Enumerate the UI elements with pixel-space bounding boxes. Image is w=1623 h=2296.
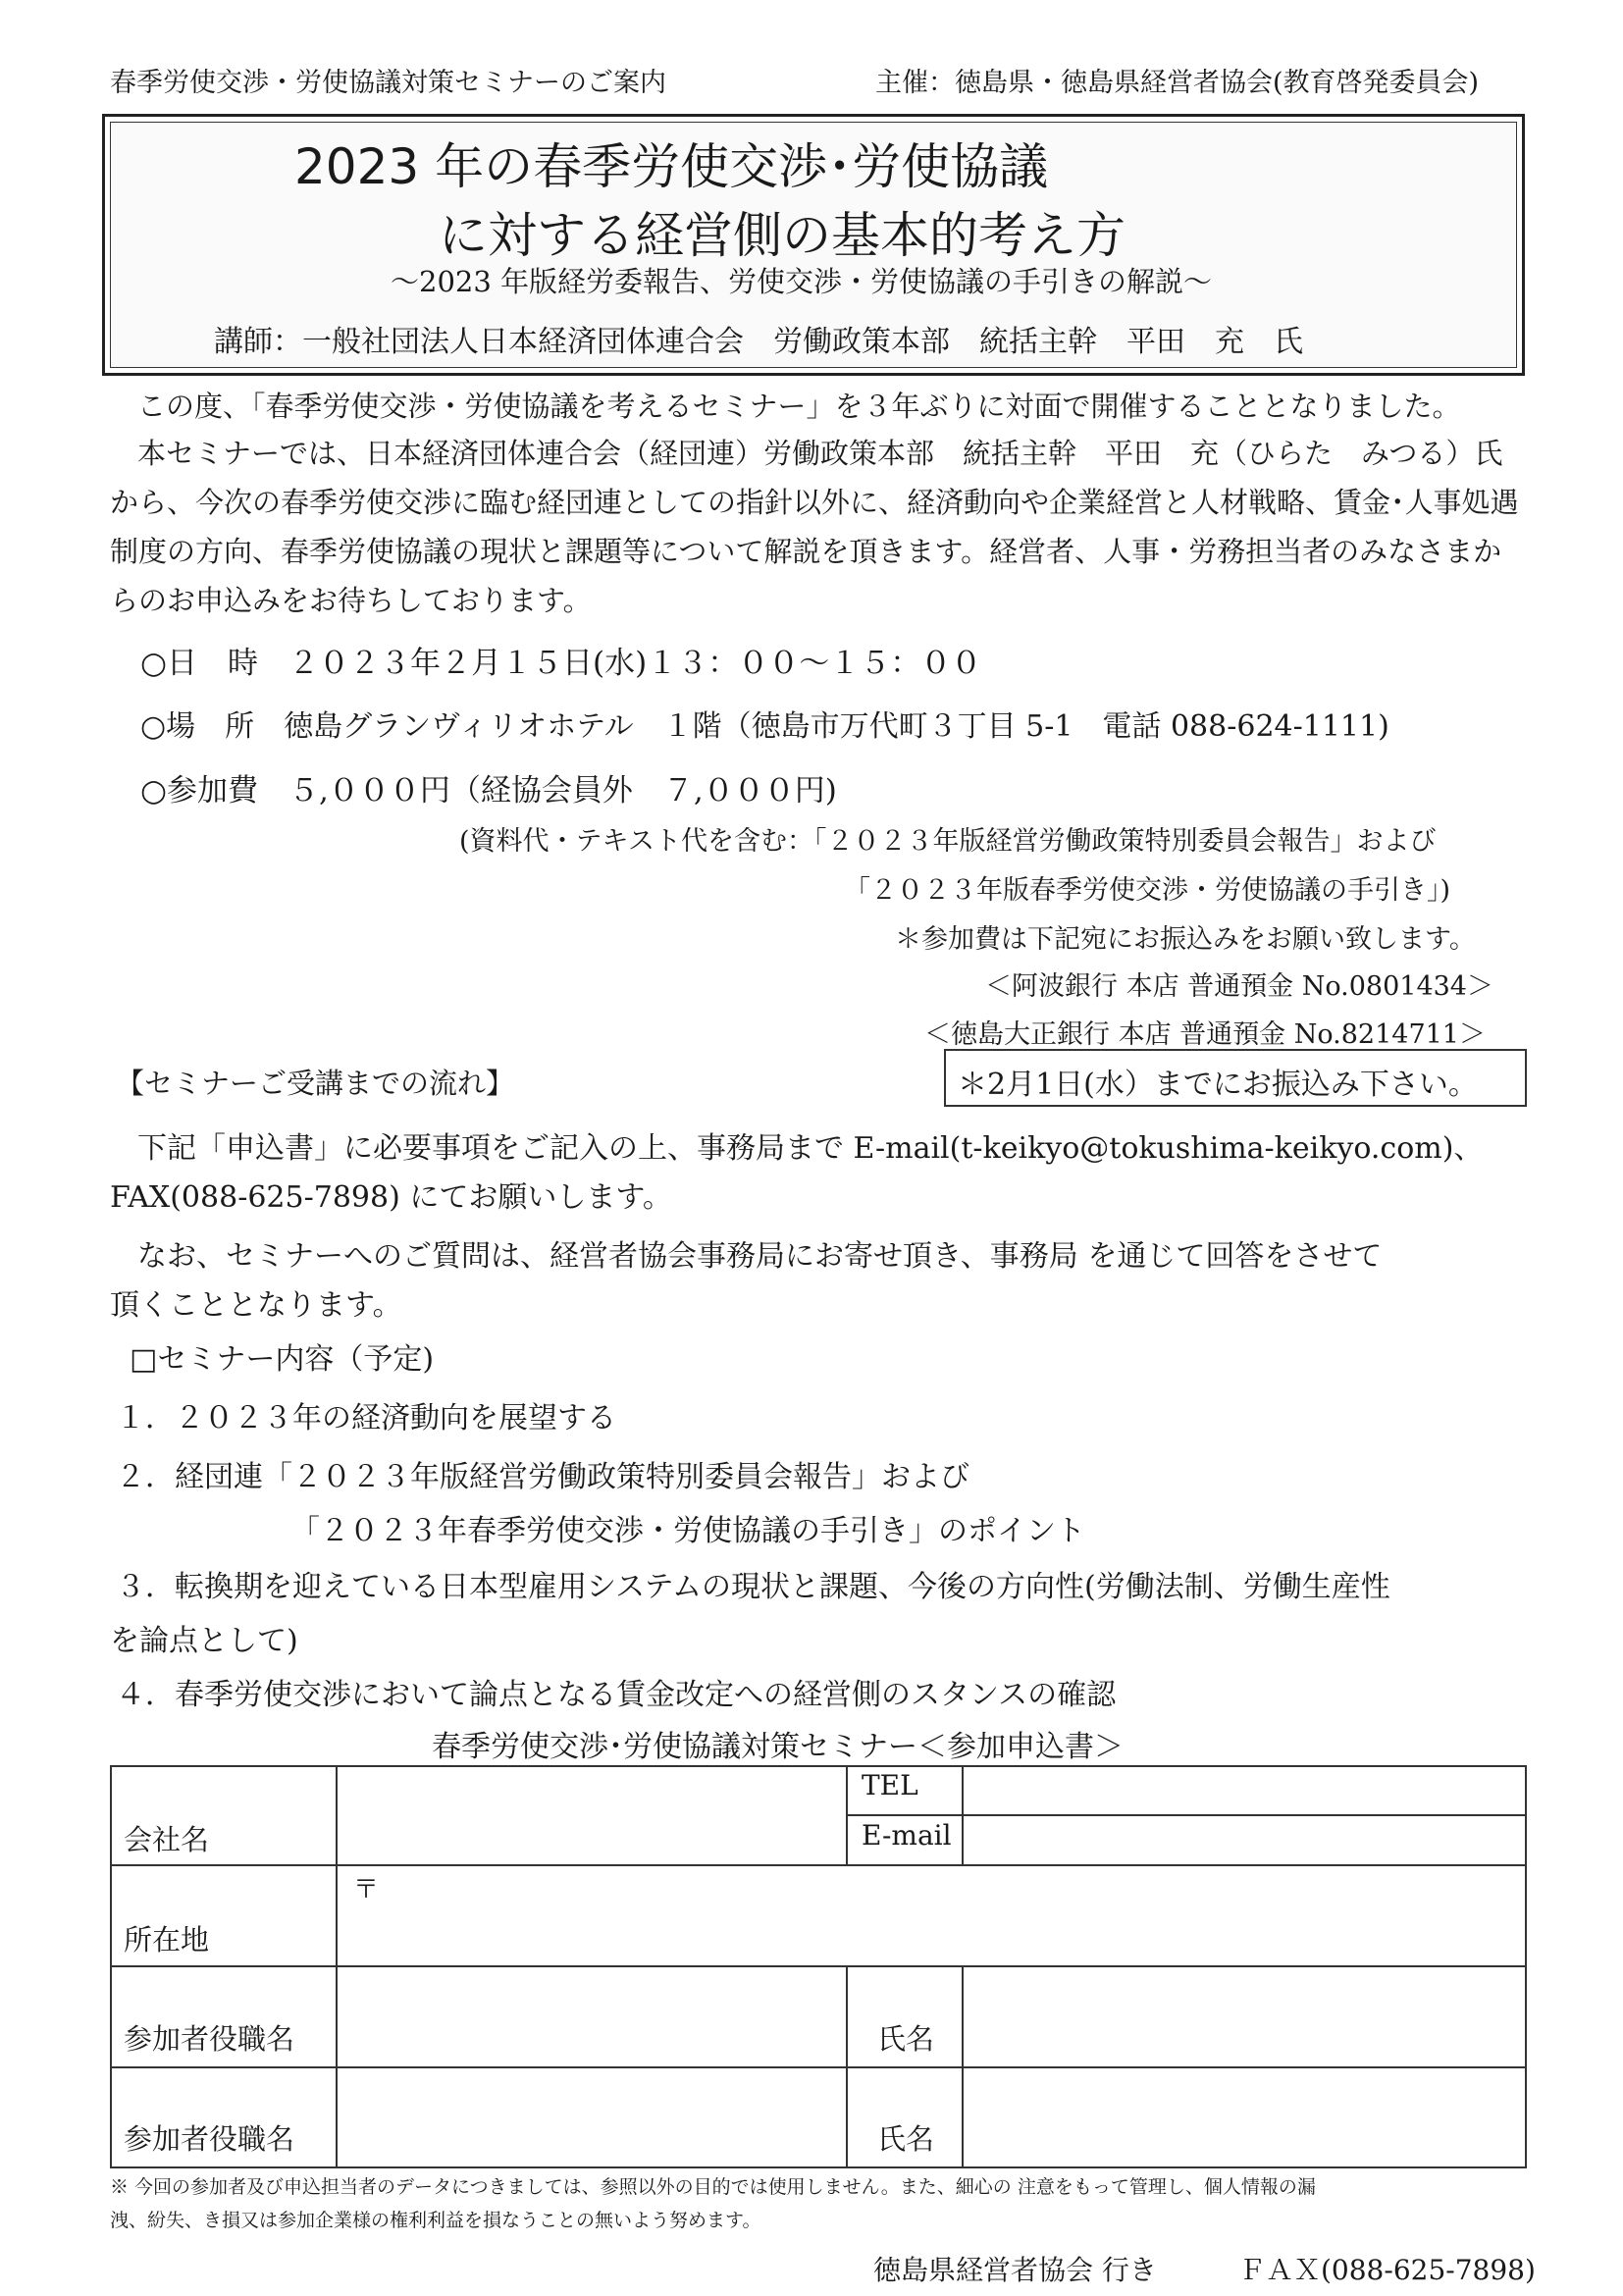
participant-name-label-1: 氏名 [877, 2022, 935, 2056]
title-line-2: に対する経営側の基本的考え方 [439, 207, 1126, 264]
email-field[interactable] [964, 1816, 1525, 1864]
event-fee: ○参加費 ５,０００円（経協会員外 ７,０００円) [140, 773, 837, 809]
contents-item-2b: 「２０２３年春季労使交渉・労使協議の手引き」のポイント [290, 1514, 1085, 1548]
flow-line-2: FAX(088-625-7898) にてお願いします。 [110, 1180, 672, 1215]
fee-note-2: 「２０２３年版春季労使交渉・労使協議の手引き」) [844, 875, 1451, 906]
tel-label: TEL [862, 1769, 918, 1801]
intro-line-3: から、今次の春季労使交渉に臨む経団連としての指針以外に、経済動向や企業経営と人材戦略、賃金･人事処遇 [110, 486, 1519, 519]
destination-text: 徳島県経営者協会 行き [873, 2254, 1157, 2286]
event-datetime: ○日 時 ２０２３年２月１５日(水)１３：００〜１５：００ [140, 646, 982, 681]
privacy-note-line-1: ※ 今回の参加者及び申込担当者のデータにつきましては、参照以外の目的では使用しません。また、細心の 注意をもって管理し、個人情報の漏 [110, 2176, 1316, 2198]
flow-line-1: 下記「申込書」に必要事項をご記入の上、事務局まで E-mail(t-keikyo@tokushima-keikyo.com)、 [137, 1131, 1484, 1166]
contents-item-3b: を論点として) [110, 1624, 298, 1658]
contents-item-3a: ３．転換期を迎えている日本型雇用システムの現状と課題、今後の方向性(労働法制、労働生産性 [116, 1570, 1390, 1604]
participant-title-label-1: 参加者役職名 [124, 2022, 295, 2056]
contents-item-4: ４．春季労使交渉において論点となる賃金改定への経営側のスタンスの確認 [116, 1678, 1117, 1712]
event-venue: ○場 所 徳島グランヴィリオホテル １階（徳島市万代町３丁目 5-1 電話 088-624-1111) [140, 709, 1389, 744]
payment-note: ＊参加費は下記宛にお振込みをお願い致します。 [895, 924, 1476, 955]
contents-heading: □セミナー内容（予定) [130, 1342, 435, 1377]
intro-line-1: この度、「春季労使交渉・労使協議を考えるセミナー」を３年ぶりに対面で開催することとなりました。 [137, 390, 1461, 423]
company-name-label: 会社名 [124, 1823, 210, 1856]
tel-field[interactable] [964, 1767, 1525, 1814]
privacy-note-line-2: 洩、紛失、き損又は参加企業様の権利利益を損なうことの無いよう努めます。 [110, 2210, 761, 2231]
form-title: 春季労使交渉･労使協議対策セミナー＜参加申込書＞ [432, 1730, 1124, 1764]
flow-line-4: 頂くこととなります。 [110, 1288, 402, 1323]
intro-line-2: 本セミナーでは、日本経済団体連合会（経団連）労働政策本部 統括主幹 平田 充（ひらた みつる）氏 [137, 437, 1503, 470]
postal-mark: 〒 [353, 1875, 380, 1905]
participant-title-label-2: 参加者役職名 [124, 2122, 295, 2156]
email-label: E-mail [862, 1819, 952, 1852]
fax-number: ＦＡＸ(088-625-7898) [1238, 2254, 1536, 2286]
participant-name-label-2: 氏名 [877, 2122, 935, 2156]
participant-name-field-1[interactable] [964, 1967, 1525, 2066]
fee-note-1: (資料代・テキスト代を含む：「２０２３年版経営労働政策特別委員会報告」および [459, 826, 1437, 857]
participant-title-field-2[interactable] [338, 2068, 846, 2166]
intro-line-4: 制度の方向、春季労使協議の現状と課題等について解説を頂きます。経営者、人事・労務担当者のみなさまか [110, 535, 1502, 568]
participant-title-field-1[interactable] [338, 1967, 846, 2066]
intro-line-5: らのお申込みをお待ちしております。 [110, 584, 592, 617]
title-subtitle: 〜2023 年版経労委報告、労使交渉・労使協議の手引きの解説〜 [391, 265, 1213, 298]
bank-account-awa: ＜阿波銀行 本店 普通預金 No.0801434＞ [985, 971, 1493, 1002]
contents-item-1: １．２０２３年の経済動向を展望する [116, 1401, 616, 1435]
header-organizer-text: 主催：徳島県・徳島県経営者協会(教育啓発委員会) [875, 68, 1480, 98]
lecturer-line: 講師：一般社団法人日本経済団体連合会 労働政策本部 統括主幹 平田 充 氏 [214, 325, 1303, 359]
contents-item-2a: ２．経団連「２０２３年版経営労働政策特別委員会報告」および [116, 1460, 969, 1494]
address-field[interactable] [383, 1866, 1525, 1965]
address-label: 所在地 [124, 1923, 210, 1957]
payment-deadline: ＊2月1日(水）までにお振込み下さい。 [958, 1068, 1478, 1102]
bank-account-taisho: ＜徳島大正銀行 本店 普通預金 No.8214711＞ [924, 1019, 1486, 1050]
flow-heading: 【セミナーご受講までの流れ】 [116, 1067, 515, 1100]
title-line-1: 2023 年の春季労使交渉･労使協議 [294, 138, 1049, 195]
company-name-field[interactable] [338, 1767, 846, 1864]
flow-line-3: なお、セミナーへのご質問は、経営者協会事務局にお寄せ頂き、事務局 を通じて回答をさせて [137, 1239, 1383, 1274]
participant-name-field-2[interactable] [964, 2068, 1525, 2166]
header-left-text: 春季労使交渉・労使協議対策セミナーのご案内 [110, 68, 666, 98]
